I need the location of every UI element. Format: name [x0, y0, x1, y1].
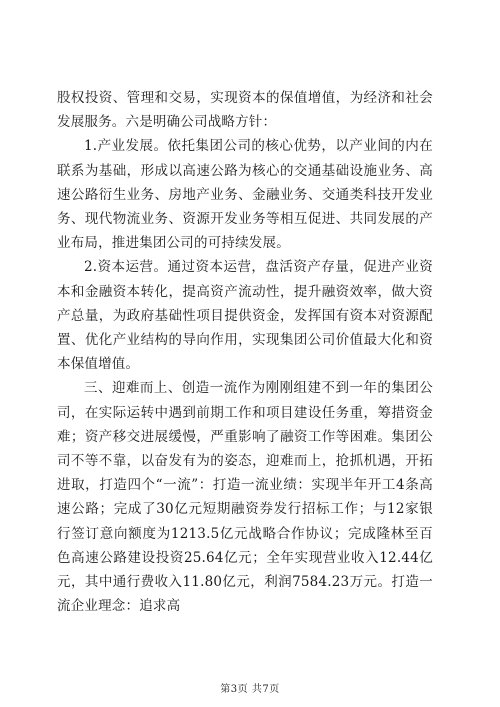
page-footer: 第3页 共7页: [220, 684, 280, 695]
paragraph-continuation: 股权投资、管理和交易，实现资本的保值增值，为经济和社会发展服务。六是明确公司战略方针：: [57, 90, 433, 131]
document-body: [57, 86, 433, 618]
paragraph-section-three: 三、迎难而上、创造一流作为刚刚组建不到一年的集团公司，在实际运转中遇到前期工作和项目建设任务重，筹措资金难；资产移交进展缓慢，严重影响了融资工作等困难。集团公司不等不靠，以奋发有为的姿态，迎难而上，抢抓机遇，开拓进取，打造四个“一流”：打造一流业绩：实现半年开工4条高速公路；完成了30亿元短期融资券发行招标工作；与12家银行签订意向额度为1213.5亿元战略合作协议；完成隆林至百色高速公路建设投资25.64亿元；全年实现营业收入12.44亿元，其中通行费收入11.80亿元，利润7584.23万元。打造一流企业理念：追求高: [57, 380, 433, 615]
paragraph-capital-operation: 2.资本运营。通过资本运营，盘活资产存量，促进产业资本和金融资本转化，提高资产流动性，提升融资效率，做大资产总量，为政府基础性项目提供资金，发挥国有资本对资源配置、优化产业结构的导向作用，实现集团公司价值最大化和资本保值增值。: [57, 259, 433, 373]
paragraph-industry-development: 1.产业发展。依托集团公司的核心优势，以产业间的内在联系为基础，形成以高速公路为核心的交通基础设施业务、高速公路衍生业务、房地产业务、金融业务、交通类科技开发业务、现代物流业务、资源开发业务等相互促进、共同发展的产业布局，推进集团公司的可持续发展。: [57, 138, 433, 252]
